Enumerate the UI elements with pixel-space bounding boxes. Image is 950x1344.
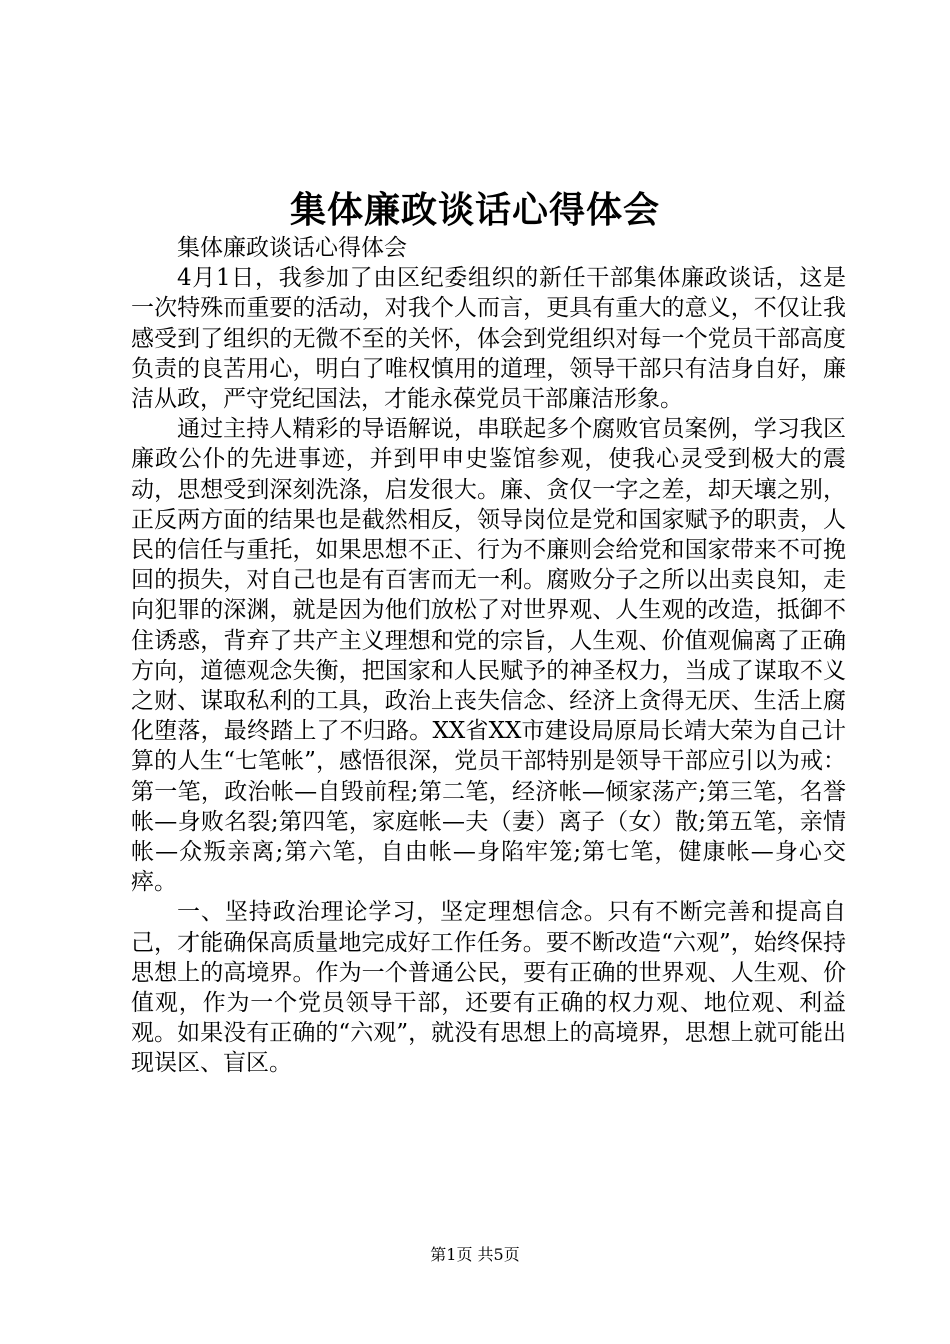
document-body <box>131 233 846 1079</box>
document-title: 集体廉政谈话心得体会 <box>289 189 660 231</box>
paragraph-intro: 4月1日，我参加了由区纪委组织的新任干部集体廉政谈话，这是一次特殊而重要的活动，对我个人而言，更具有重大的意义，不仅让我感受到了组织的无微不至的关怀，体会到党组织对每一个党员干部高度负责的良苦用心，明白了唯权慎用的道理，领导干部只有洁身自好，廉洁从政，严守党纪国法，才能永葆党员干部廉洁形象。 <box>131 265 846 413</box>
page-footer: 第1页 共5页 <box>430 1245 520 1264</box>
paragraph-point-one: 一、坚持政治理论学习，坚定理想信念。只有不断完善和提高自己，才能确保高质量地完成好工作任务。要不断改造“六观”，始终保持思想上的高境界。作为一个普通公民，要有正确的世界观、人生观、价值观，作为一个党员领导干部，还要有正确的权力观、地位观、利益观。如果没有正确的“六观”，就没有思想上的高境界，思想上就可能出现误区、盲区。 <box>131 899 846 1077</box>
paragraph-subtitle: 集体廉政谈话心得体会 <box>177 235 407 261</box>
paragraph-reflection: 通过主持人精彩的导语解说，串联起多个腐败官员案例，学习我区廉政公仆的先进事迹，并到甲申史鉴馆参观，使我心灵受到极大的震动，思想受到深刻洗涤，启发很大。廉、贪仅一字之差，却天壤之别，正反两方面的结果也是截然相反，领导岗位是党和国家赋予的职责，人民的信任与重托，如果思想不正、行为不廉则会给党和国家带来不可挽回的损失，对自己也是有百害而无一利。腐败分子之所以出卖良知，走向犯罪的深渊，就是因为他们放松了对世界观、人生观的改造，抵御不住诱惑，背弃了共产主义理想和党的宗旨，人生观、价值观偏离了正确方向，道德观念失衡，把国家和人民赋予的神圣权力，当成了谋取不义之财、谋取私利的工具，政治上丧失信念、经济上贪得无厌、生活上腐化堕落，最终踏上了不归路。XX省XX市建设局原局长靖大荣为自己计算的人生“七笔帐”，感悟很深，党员干部特别是领导干部应引以为戒：第一笔，政治帐—自毁前程;第二笔，经济帐—倾家荡产;第三笔，名誉帐—身败名裂;第四笔，家庭帐—夫（妻）离子（女）散;第五笔，亲情帐—众叛亲离;第六笔，自由帐—身陷牢笼;第七笔，健康帐—身心交瘁。 <box>131 416 846 896</box>
